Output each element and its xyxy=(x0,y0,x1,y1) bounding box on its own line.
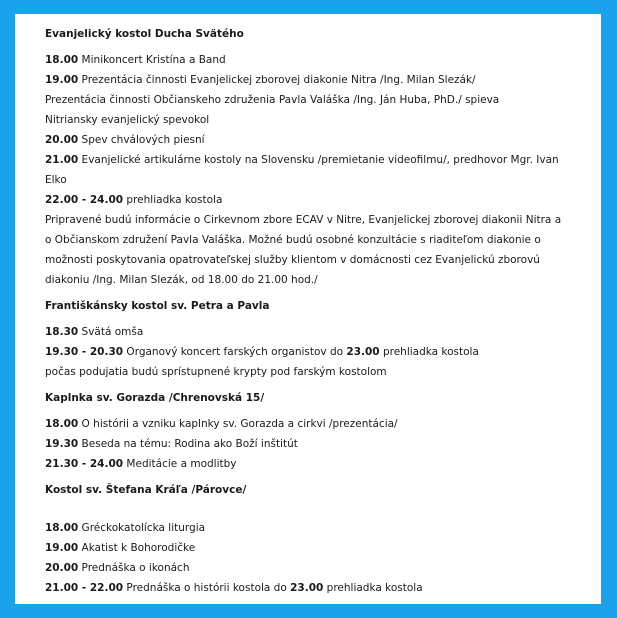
event-text: O histórii a vzniku kaplnky sv. Gorazda a cirkvi /prezentácia/ xyxy=(78,418,398,430)
program-line xyxy=(45,578,585,598)
program-line xyxy=(45,538,585,558)
event-time: 19.30 xyxy=(45,438,79,450)
event-text: počas podujatia budú sprístupnené krypty pod farským kostolom xyxy=(45,366,387,378)
event-text: diakoniu /Ing. Milan Slezák, od 18.00 do 21.00 hod./ xyxy=(45,274,318,286)
event-text: o Občianskom združení Pavla Valáška. Možné budú osobné konzultácie s riaditeľom diakonie o xyxy=(45,234,541,246)
event-time: 23.00 xyxy=(346,346,380,358)
program-line xyxy=(45,50,585,70)
program-section xyxy=(45,24,585,290)
event-text: možnosti poskytovania opatrovateľskej služby klientom v domácnosti cez Evanjelickú zborovú xyxy=(45,254,540,266)
program-line xyxy=(45,190,585,210)
event-time: 19.00 xyxy=(45,542,79,554)
program-section xyxy=(45,296,585,382)
program-line xyxy=(45,70,585,90)
event-text: Nitriansky evanjelický spevokol xyxy=(45,114,210,126)
event-text: Prezentácia činnosti Občianskeho združenia Pavla Valáška /Ing. Ján Huba, PhD./ spieva xyxy=(45,94,500,106)
spacer xyxy=(45,506,585,518)
section-heading: Evanjelický kostol Ducha Svätého xyxy=(45,28,244,40)
event-time: 18.00 xyxy=(45,418,79,430)
program-line xyxy=(45,558,585,578)
event-text: Prednáška o histórii kostola do xyxy=(123,582,291,594)
section-heading: Kaplnka sv. Gorazda /Chrenovská 15/ xyxy=(45,392,265,404)
program-line xyxy=(45,210,585,230)
program-listing xyxy=(45,24,585,598)
event-time: 18.30 xyxy=(45,326,79,338)
event-time: 19.30 - 20.30 xyxy=(45,346,124,358)
event-text: Minikoncert Kristína a Band xyxy=(78,54,226,66)
event-text: Akatist k Bohorodičke xyxy=(78,542,196,554)
document-page xyxy=(15,14,601,604)
program-line xyxy=(45,250,585,270)
event-time: 21.30 - 24.00 xyxy=(45,458,124,470)
event-time: 21.00 - 22.00 xyxy=(45,582,124,594)
program-line xyxy=(45,434,585,454)
event-text: Pripravené budú informácie o Cirkevnom zbore ECAV v Nitre, Evanjelickej zborovej diakonii Nitra a xyxy=(45,214,562,226)
event-text: Elko xyxy=(45,174,67,186)
event-text: prehliadka kostola xyxy=(323,582,423,594)
event-text: Spev chválových piesní xyxy=(78,134,205,146)
event-time: 20.00 xyxy=(45,134,79,146)
event-text: Organový koncert farských organistov do xyxy=(123,346,347,358)
program-section xyxy=(45,388,585,474)
event-time: 18.00 xyxy=(45,522,79,534)
section-heading: Františkánsky kostol sv. Petra a Pavla xyxy=(45,300,270,312)
program-line xyxy=(45,170,585,190)
event-time: 19.00 xyxy=(45,74,79,86)
program-line xyxy=(45,230,585,250)
program-line xyxy=(45,150,585,170)
program-line xyxy=(45,362,585,382)
program-line xyxy=(45,130,585,150)
program-line xyxy=(45,518,585,538)
program-line xyxy=(45,454,585,474)
program-section xyxy=(45,480,585,598)
program-line xyxy=(45,342,585,362)
event-time: 22.00 - 24.00 xyxy=(45,194,124,206)
event-text: prehliadka kostola xyxy=(123,194,223,206)
event-text: prehliadka kostola xyxy=(379,346,479,358)
program-line xyxy=(45,322,585,342)
program-line xyxy=(45,90,585,110)
program-line xyxy=(45,110,585,130)
event-text: Svätá omša xyxy=(78,326,144,338)
event-time: 20.00 xyxy=(45,562,79,574)
event-time: 21.00 xyxy=(45,154,79,166)
section-heading: Kostol sv. Štefana Kráľa /Párovce/ xyxy=(45,484,247,496)
event-text: Evanjelické artikulárne kostoly na Slovensku /premietanie videofilmu/, predhovor Mgr. Ivan xyxy=(78,154,559,166)
event-text: Prednáška o ikonách xyxy=(78,562,190,574)
program-line xyxy=(45,414,585,434)
event-time: 18.00 xyxy=(45,54,79,66)
event-text: Gréckokatolícka liturgia xyxy=(78,522,206,534)
event-text: Meditácie a modlitby xyxy=(123,458,237,470)
event-time: 23.00 xyxy=(290,582,324,594)
event-text: Prezentácia činnosti Evanjelickej zborovej diakonie Nitra /Ing. Milan Slezák/ xyxy=(78,74,476,86)
program-line xyxy=(45,270,585,290)
event-text: Beseda na tému: Rodina ako Boží inštitút xyxy=(78,438,298,450)
